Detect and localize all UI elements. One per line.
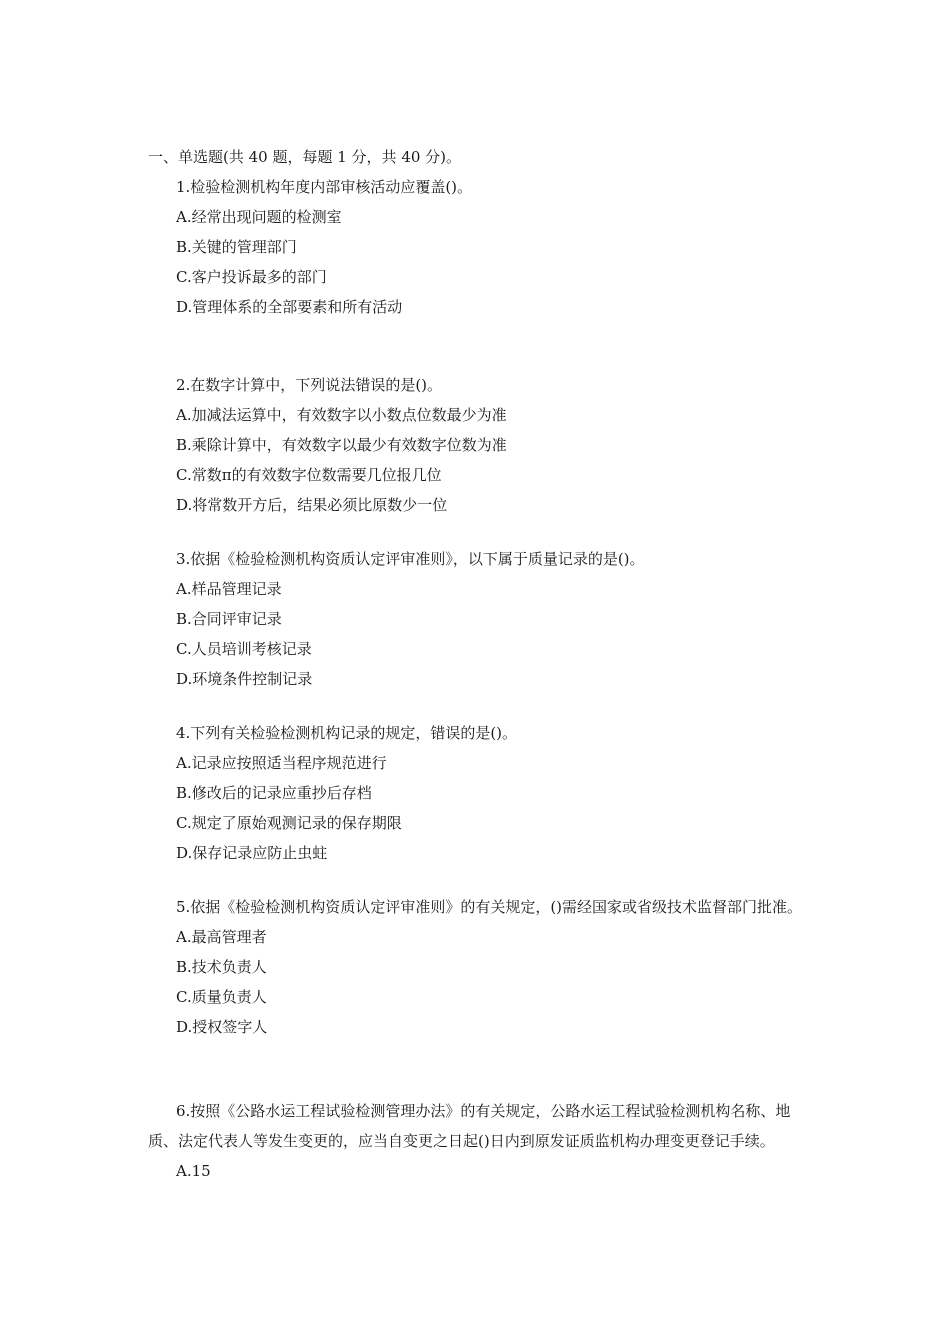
option-a: A.加减法运算中，有效数字以小数点位数最少为准 xyxy=(176,406,507,424)
question-stem: 6.按照《公路水运工程试验检测管理办法》的有关规定，公路水运工程试验检测机构名称、地质、法定代表人等发生变更的，应当自变更之日起()日内到原发证质监机构办理变更登记手续。 xyxy=(148,1102,791,1150)
question-3 xyxy=(148,544,812,694)
option-a: A.样品管理记录 xyxy=(176,580,282,598)
question-5 xyxy=(148,892,812,1042)
option-d: D.保存记录应防止虫蛀 xyxy=(176,844,328,862)
option-b: B.关键的管理部门 xyxy=(176,238,297,256)
option-d: D.将常数开方后，结果必须比原数少一位 xyxy=(176,496,448,514)
question-stem: 4.下列有关检验检测机构记录的规定，错误的是()。 xyxy=(176,724,518,742)
option-c: C.质量负责人 xyxy=(176,988,267,1006)
option-b: B.合同评审记录 xyxy=(176,610,282,628)
option-c: C.客户投诉最多的部门 xyxy=(176,268,327,286)
option-c: C.常数π的有效数字位数需要几位报几位 xyxy=(176,466,442,484)
question-6 xyxy=(148,1096,812,1186)
option-c: C.人员培训考核记录 xyxy=(176,640,312,658)
option-a: A.最高管理者 xyxy=(176,928,267,946)
option-a: A.15 xyxy=(176,1162,211,1180)
question-stem: 5.依据《检验检测机构资质认定评审准则》的有关规定，()需经国家或省级技术监督部门批准。 xyxy=(176,898,803,916)
option-a: A.经常出现问题的检测室 xyxy=(176,208,342,226)
option-a: A.记录应按照适当程序规范进行 xyxy=(176,754,387,772)
option-c: C.规定了原始观测记录的保存期限 xyxy=(176,814,402,832)
question-1 xyxy=(148,172,812,322)
option-b: B.乘除计算中，有效数字以最少有效数字位数为准 xyxy=(176,436,507,454)
option-b: B.技术负责人 xyxy=(176,958,267,976)
option-d: D.管理体系的全部要素和所有活动 xyxy=(176,298,403,316)
question-stem: 2.在数字计算中，下列说法错误的是()。 xyxy=(176,376,443,394)
option-b: B.修改后的记录应重抄后存档 xyxy=(176,784,372,802)
question-4 xyxy=(148,718,812,868)
question-stem: 1.检验检测机构年度内部审核活动应覆盖()。 xyxy=(176,178,473,196)
question-stem: 3.依据《检验检测机构资质认定评审准则》，以下属于质量记录的是()。 xyxy=(176,550,645,568)
option-d: D.环境条件控制记录 xyxy=(176,670,313,688)
section-title: 一、单选题(共 40 题，每题 1 分，共 40 分)。 xyxy=(148,148,462,166)
question-2 xyxy=(148,370,812,520)
option-d: D.授权签字人 xyxy=(176,1018,268,1036)
